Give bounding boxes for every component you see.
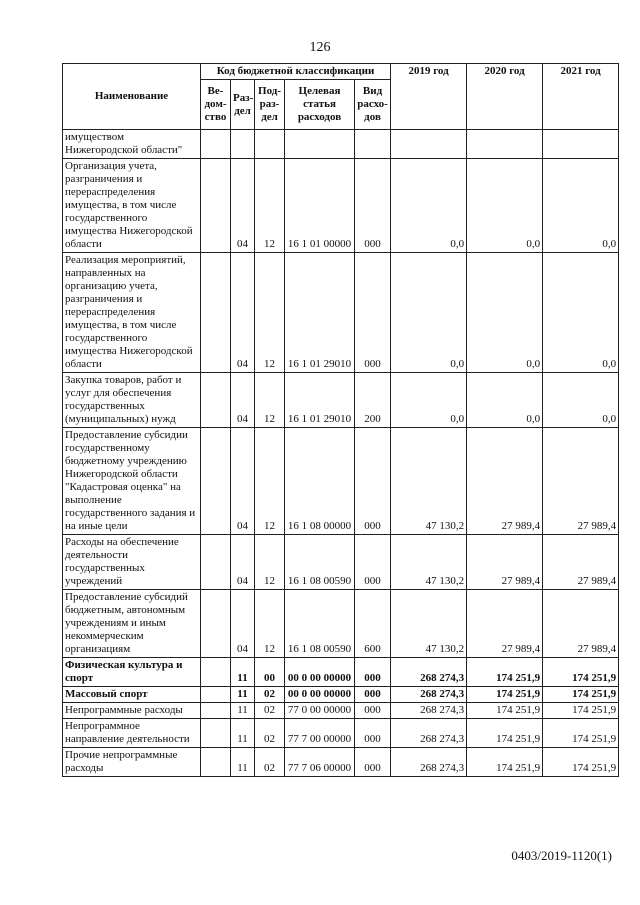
row-expense-type: 000 — [355, 687, 391, 703]
table-row — [63, 428, 619, 535]
table-row — [63, 703, 619, 719]
row-subsection — [255, 130, 285, 159]
row-value-2020: 0,0 — [467, 373, 543, 428]
page-number: 126 — [309, 40, 331, 55]
header-expense-type: Вид расхо-дов — [355, 80, 391, 130]
row-value-2019: 268 274,3 — [391, 687, 467, 703]
row-subsection: 00 — [255, 658, 285, 687]
row-value-2020: 174 251,9 — [467, 719, 543, 748]
row-section: 04 — [231, 373, 255, 428]
row-target-item: 16 1 08 00590 — [285, 590, 355, 658]
row-section: 11 — [231, 658, 255, 687]
row-value-2020: 174 251,9 — [467, 658, 543, 687]
header-name: Наименование — [63, 64, 201, 130]
row-expense-type: 000 — [355, 159, 391, 253]
row-department — [201, 373, 231, 428]
row-value-2019: 0,0 — [391, 253, 467, 373]
row-value-2020: 27 989,4 — [467, 590, 543, 658]
table-header — [63, 64, 619, 130]
row-value-2021 — [543, 130, 619, 159]
row-value-2019 — [391, 130, 467, 159]
row-expense-type: 000 — [355, 253, 391, 373]
header-year-2020: 2020 год — [467, 64, 543, 130]
row-department — [201, 719, 231, 748]
table-row — [63, 748, 619, 777]
header-year-2019: 2019 год — [391, 64, 467, 130]
row-value-2021: 0,0 — [543, 373, 619, 428]
row-value-2019: 47 130,2 — [391, 428, 467, 535]
row-section: 04 — [231, 253, 255, 373]
row-value-2019: 0,0 — [391, 373, 467, 428]
row-department — [201, 703, 231, 719]
table-row — [63, 658, 619, 687]
row-expense-type: 000 — [355, 703, 391, 719]
row-value-2021: 27 989,4 — [543, 535, 619, 590]
row-target-item: 16 1 08 00000 — [285, 428, 355, 535]
row-name: Организация учета, разграничения и перераспределения имущества, в том числе государственного имущества Нижегородской области — [63, 159, 201, 253]
row-value-2019: 47 130,2 — [391, 535, 467, 590]
row-section: 11 — [231, 748, 255, 777]
table-row — [63, 253, 619, 373]
row-expense-type: 000 — [355, 658, 391, 687]
row-department — [201, 535, 231, 590]
row-value-2019: 0,0 — [391, 159, 467, 253]
row-value-2019: 268 274,3 — [391, 748, 467, 777]
row-value-2021: 174 251,9 — [543, 719, 619, 748]
row-subsection: 02 — [255, 719, 285, 748]
row-value-2021: 27 989,4 — [543, 428, 619, 535]
row-expense-type: 200 — [355, 373, 391, 428]
row-subsection: 12 — [255, 428, 285, 535]
row-target-item: 00 0 00 00000 — [285, 687, 355, 703]
row-name: Реализация мероприятий, направленных на организацию учета, разграничения и перераспределения имущества, в том числе государственного имущества Нижегородской области — [63, 253, 201, 373]
row-name: Прочие непрограммные расходы — [63, 748, 201, 777]
row-subsection: 02 — [255, 703, 285, 719]
row-department — [201, 159, 231, 253]
row-name: Непрограммные расходы — [63, 703, 201, 719]
row-target-item: 77 7 06 00000 — [285, 748, 355, 777]
row-value-2021: 174 251,9 — [543, 703, 619, 719]
row-value-2020: 174 251,9 — [467, 703, 543, 719]
row-subsection: 02 — [255, 687, 285, 703]
row-department — [201, 130, 231, 159]
row-section: 04 — [231, 535, 255, 590]
row-section: 11 — [231, 719, 255, 748]
row-expense-type: 000 — [355, 428, 391, 535]
table-row — [63, 130, 619, 159]
row-value-2021: 0,0 — [543, 159, 619, 253]
header-code-group: Код бюджетной классификации — [201, 64, 391, 80]
row-value-2020 — [467, 130, 543, 159]
row-expense-type: 000 — [355, 535, 391, 590]
row-target-item: 00 0 00 00000 — [285, 658, 355, 687]
row-department — [201, 687, 231, 703]
row-subsection: 12 — [255, 253, 285, 373]
row-value-2020: 27 989,4 — [467, 428, 543, 535]
table-row — [63, 159, 619, 253]
row-expense-type: 000 — [355, 748, 391, 777]
row-name: Расходы на обеспечение деятельности государственных учреждений — [63, 535, 201, 590]
footer-document-code: 0403/2019-1120(1) — [511, 848, 612, 863]
row-value-2020: 174 251,9 — [467, 748, 543, 777]
row-value-2021: 174 251,9 — [543, 687, 619, 703]
row-department — [201, 658, 231, 687]
row-section: 04 — [231, 590, 255, 658]
row-subsection: 12 — [255, 535, 285, 590]
table-body — [63, 130, 619, 777]
row-section: 11 — [231, 687, 255, 703]
row-target-item: 77 7 00 00000 — [285, 719, 355, 748]
row-value-2021: 27 989,4 — [543, 590, 619, 658]
row-target-item: 16 1 08 00590 — [285, 535, 355, 590]
row-value-2019: 268 274,3 — [391, 703, 467, 719]
header-section: Раз-дел — [231, 80, 255, 130]
row-expense-type: 000 — [355, 719, 391, 748]
row-value-2020: 27 989,4 — [467, 535, 543, 590]
row-value-2020: 174 251,9 — [467, 687, 543, 703]
row-target-item: 16 1 01 29010 — [285, 373, 355, 428]
row-department — [201, 590, 231, 658]
row-subsection: 12 — [255, 590, 285, 658]
row-section: 04 — [231, 159, 255, 253]
header-department: Ве-дом-ство — [201, 80, 231, 130]
row-subsection: 12 — [255, 159, 285, 253]
row-value-2021: 174 251,9 — [543, 658, 619, 687]
row-value-2019: 268 274,3 — [391, 658, 467, 687]
header-target-item: Целевая статья расходов — [285, 80, 355, 130]
row-subsection: 02 — [255, 748, 285, 777]
row-name: Непрограммное направление деятельности — [63, 719, 201, 748]
row-expense-type: 600 — [355, 590, 391, 658]
row-department — [201, 748, 231, 777]
row-value-2021: 174 251,9 — [543, 748, 619, 777]
table-row — [63, 687, 619, 703]
row-target-item — [285, 130, 355, 159]
row-name: имуществом Нижегородской области" — [63, 130, 201, 159]
row-name: Массовый спорт — [63, 687, 201, 703]
row-value-2019: 268 274,3 — [391, 719, 467, 748]
row-section: 11 — [231, 703, 255, 719]
row-department — [201, 253, 231, 373]
row-target-item: 77 0 00 00000 — [285, 703, 355, 719]
row-value-2020: 0,0 — [467, 253, 543, 373]
row-value-2020: 0,0 — [467, 159, 543, 253]
row-department — [201, 428, 231, 535]
row-subsection: 12 — [255, 373, 285, 428]
header-subsection: Под-раз-дел — [255, 80, 285, 130]
row-name: Предоставление субсидии государственному бюджетному учреждению Нижегородской области "Кадастровая оценка" на выполнение государственного задания и на иные цели — [63, 428, 201, 535]
row-name: Закупка товаров, работ и услуг для обеспечения государственных (муниципальных) нужд — [63, 373, 201, 428]
header-year-2021: 2021 год — [543, 64, 619, 130]
budget-table — [62, 63, 619, 777]
row-name: Физическая культура и спорт — [63, 658, 201, 687]
table-row — [63, 590, 619, 658]
row-section: 04 — [231, 428, 255, 535]
row-value-2021: 0,0 — [543, 253, 619, 373]
table-row — [63, 373, 619, 428]
row-target-item: 16 1 01 00000 — [285, 159, 355, 253]
row-expense-type — [355, 130, 391, 159]
row-value-2019: 47 130,2 — [391, 590, 467, 658]
table-row — [63, 535, 619, 590]
table-row — [63, 719, 619, 748]
row-target-item: 16 1 01 29010 — [285, 253, 355, 373]
row-section — [231, 130, 255, 159]
row-name: Предоставление субсидий бюджетным, автономным учреждениям и иным некоммерческим организациям — [63, 590, 201, 658]
